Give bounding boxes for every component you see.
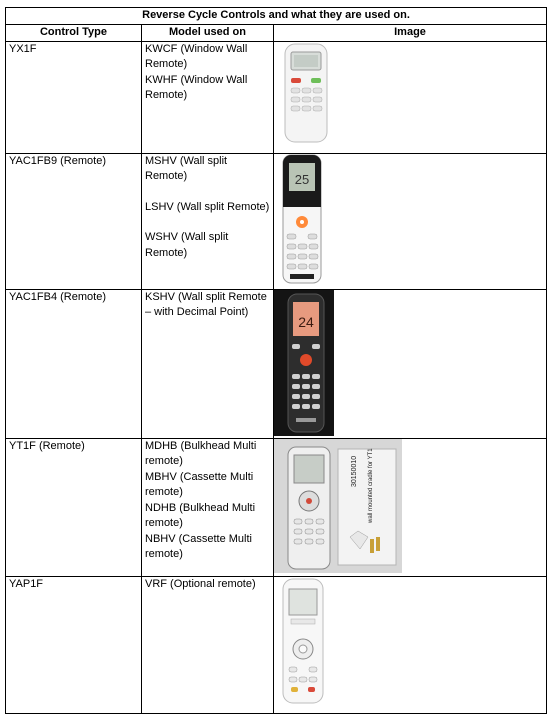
image-cell [274,153,547,289]
header-image: Image [274,25,547,42]
model-entry: NBHV (Cassette Multi remote) [145,532,252,560]
controls-table [5,7,547,714]
model-entry: KWCF (Window Wall Remote) [145,42,248,70]
model-entry: VRF (Optional remote) [145,577,256,590]
control-type-cell: YAC1FB9 (Remote) [6,153,142,289]
remote-yac1fb4-image [274,290,334,436]
control-type-cell: YAP1F [6,576,142,713]
model-cell [142,41,274,153]
table-row [6,576,547,713]
model-entry: MDHB (Bulkhead Multi remote) [145,439,257,467]
model-entry: LSHV (Wall split Remote) [145,200,270,213]
remote-yac1fb9-image [277,154,327,286]
remote-yx1f-image [277,42,333,146]
model-entry: KWHF (Window Wall Remote) [145,73,248,101]
remote-yt1f-image [274,439,402,573]
bag-label-text: wall mounted cradle for YT1 [368,447,374,523]
control-type-cell: YT1F (Remote) [6,438,142,576]
table-title: Reverse Cycle Controls and what they are used on. [6,8,547,25]
header-control-type: Control Type [6,25,142,42]
bag-code-text: 30150010 [351,455,358,487]
model-cell [142,438,274,576]
control-type-cell: YAC1FB4 (Remote) [6,289,142,438]
image-cell [274,289,547,438]
model-entry: NDHB (Bulkhead Multi remote) [145,501,256,529]
model-cell [142,289,274,438]
model-entry: MBHV (Cassette Multi remote) [145,470,254,498]
model-entry: WSHV (Wall split Remote) [145,231,229,259]
table-row [6,438,547,576]
model-cell [142,153,274,289]
model-cell [142,576,274,713]
table-row [6,41,547,153]
remote-yap1f-image [277,577,329,705]
header-model: Model used on [142,25,274,42]
remote-display-text: 25 [294,171,310,187]
remote-display-text: 24 [298,313,314,330]
model-entry: KSHV (Wall split Remote – with Decimal Point) [145,290,267,318]
model-entry: MSHV (Wall split Remote) [145,154,228,182]
control-type-cell: YX1F [6,41,142,153]
table-row [6,289,547,438]
image-cell [274,438,547,576]
table-row [6,153,547,289]
image-cell [274,576,547,713]
image-cell [274,41,547,153]
